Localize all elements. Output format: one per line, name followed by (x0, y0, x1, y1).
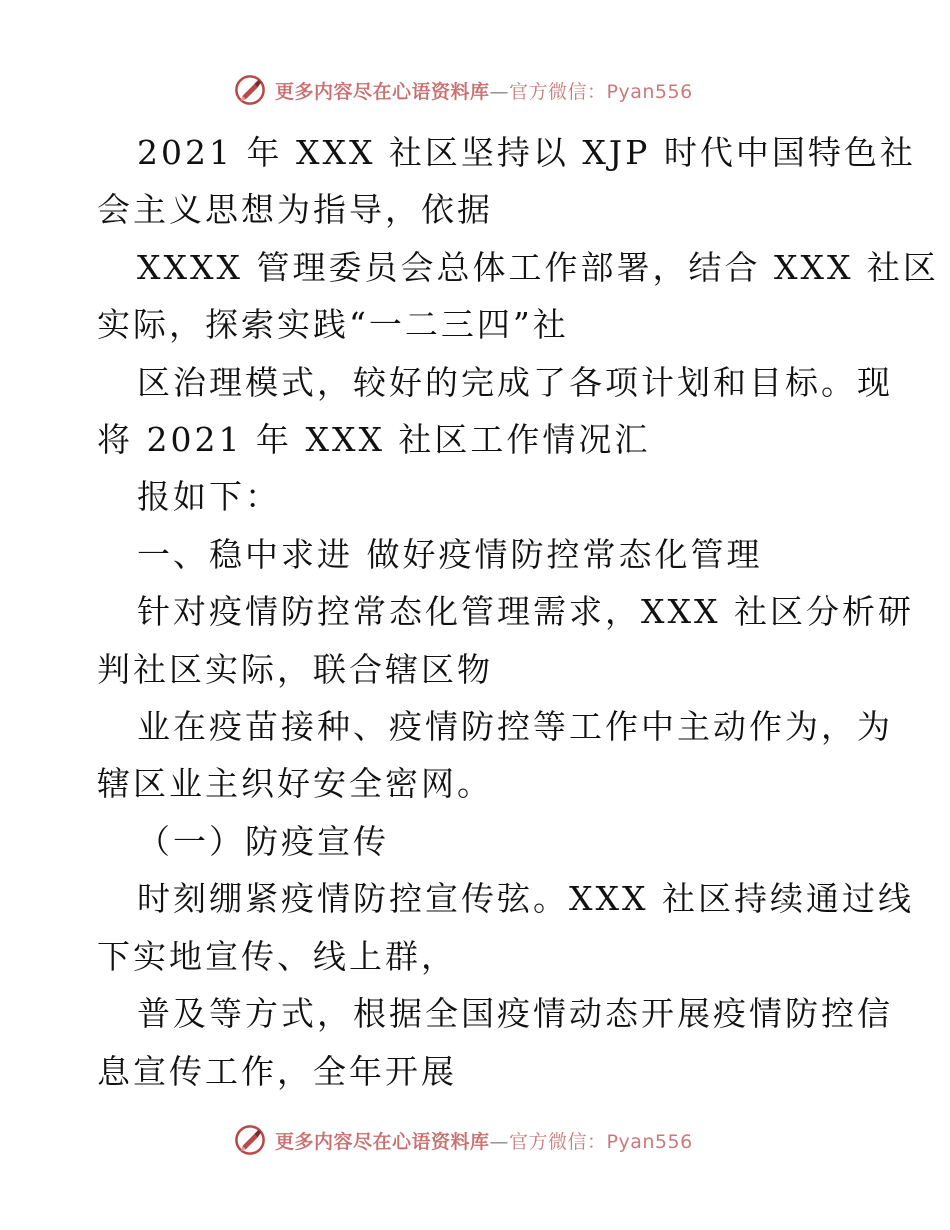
text-line: 会主义思想为指导，依据 (97, 190, 493, 230)
watermark-brand: 更多内容尽在心语资料库 (275, 1130, 490, 1153)
subsection-heading-1 (97, 813, 857, 870)
footer-watermark (233, 1120, 693, 1160)
text-line: 针对疫情防控常态化管理需求，XXX 社区分析研 (137, 592, 914, 632)
text-line: 下实地宣传、线上群， (97, 936, 457, 976)
text-line: 息宣传工作，全年开展 (97, 1051, 457, 1091)
section-heading-1 (97, 526, 857, 583)
heading-line: （一）防疫宣传 (137, 821, 389, 861)
text-line: XXXX 管理委员会总体工作部署，结合 XXX 社区 (137, 247, 939, 287)
paragraph-section-1 (97, 583, 914, 813)
watermark-dash: — (489, 1130, 510, 1153)
text-line: 实际，探索实践“一二三四”社 (97, 305, 569, 345)
watermark-text (275, 77, 693, 104)
text-line: 辖区业主织好安全密网。 (97, 764, 493, 804)
watermark-text (275, 1127, 693, 1154)
pen-logo-icon (233, 1123, 267, 1157)
text-line: 报如下： (137, 477, 281, 517)
text-line: 判社区实际，联合辖区物 (97, 649, 493, 689)
text-line: 业在疫苗接种、疫情防控等工作中主动作为，为 (137, 707, 893, 747)
header-watermark (233, 70, 693, 110)
watermark-wechat: 官方微信：Pyan556 (509, 1130, 693, 1153)
text-line: 普及等方式，根据全国疫情动态开展疫情防控信 (137, 994, 893, 1034)
heading-line: 一、稳中求进 做好疫情防控常态化管理 (137, 534, 763, 574)
text-line: 将 2021 年 XXX 社区工作情况汇 (97, 420, 651, 460)
text-line: 时刻绷紧疫情防控宣传弦。XXX 社区持续通过线 (137, 879, 914, 919)
watermark-brand: 更多内容尽在心语资料库 (275, 80, 490, 103)
watermark-wechat: 官方微信：Pyan556 (509, 80, 693, 103)
document-body (97, 124, 939, 1100)
text-line: 区治理模式，较好的完成了各项计划和目标。现 (137, 362, 893, 402)
text-line: 2021 年 XXX 社区坚持以 XJP 时代中国特色社 (137, 133, 916, 172)
paragraph-intro (97, 124, 939, 526)
paragraph-subsection-1 (97, 870, 914, 1100)
pen-logo-icon (233, 73, 267, 107)
watermark-dash: — (489, 80, 510, 103)
